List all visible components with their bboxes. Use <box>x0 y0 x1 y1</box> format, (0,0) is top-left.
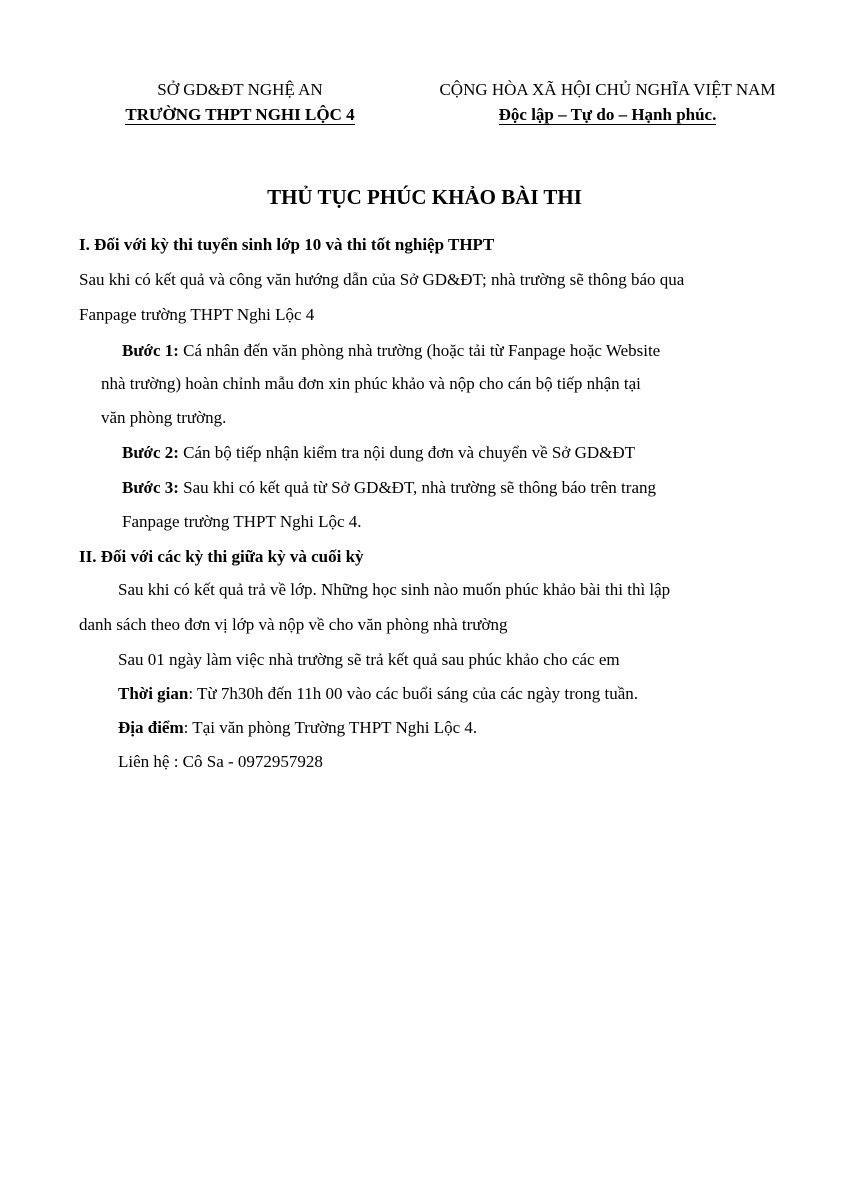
header-right-line1: CỘNG HÒA XÃ HỘI CHỦ NGHĨA VIỆT NAM <box>439 80 776 99</box>
motto: Độc lập – Tự do – Hạnh phúc. <box>498 105 717 124</box>
place-line <box>118 718 477 738</box>
step2-line <box>122 443 635 463</box>
section1-heading: I. Đối với kỳ thi tuyển sinh lớp 10 và thi tốt nghiệp THPT <box>79 235 495 254</box>
step3-line2: Fanpage trường THPT Nghi Lộc 4. <box>122 512 362 531</box>
section2-para1-line1: Sau khi có kết quả trả về lớp. Những học sinh nào muốn phúc khảo bài thi thì lập <box>118 580 671 599</box>
step3-text: Sau khi có kết quả từ Sở GD&ĐT, nhà trường sẽ thông báo trên trang <box>178 478 656 497</box>
step1-label: Bước 1: <box>122 341 179 360</box>
place-text: : Tại văn phòng Trường THPT Nghi Lộc 4. <box>183 718 478 737</box>
section1-intro-line1: Sau khi có kết quả và công văn hướng dẫn của Sở GD&ĐT; nhà trường sẽ thông báo qua <box>79 270 685 289</box>
step1-text: Cá nhân đến văn phòng nhà trường (hoặc tải từ Fanpage hoặc Website <box>178 341 661 360</box>
time-label: Thời gian <box>118 684 189 703</box>
step3-line1 <box>122 478 656 498</box>
step1-line1 <box>122 341 660 361</box>
step1-line3: văn phòng trường. <box>101 408 227 427</box>
school-name: TRƯỜNG THPT NGHI LỘC 4 <box>125 105 355 124</box>
contact-line: Liên hệ : Cô Sa - 0972957928 <box>118 752 323 771</box>
time-line <box>118 684 638 704</box>
header-left-line1: SỞ GD&ĐT NGHỆ AN <box>157 80 323 99</box>
step1-line2: nhà trường) hoàn chỉnh mẫu đơn xin phúc khảo và nộp cho cán bộ tiếp nhận tại <box>101 374 641 393</box>
section1-intro-line2: Fanpage trường THPT Nghi Lộc 4 <box>79 305 315 324</box>
page-title: THỦ TỤC PHÚC KHẢO BÀI THI <box>267 185 582 209</box>
section2-heading: II. Đối với các kỳ thi giữa kỳ và cuối kỳ <box>79 547 364 566</box>
time-text: : Từ 7h30h đến 11h 00 vào các buổi sáng của các ngày trong tuần. <box>188 684 639 703</box>
section2-para1-line2: danh sách theo đơn vị lớp và nộp về cho văn phòng nhà trường <box>79 615 508 634</box>
step2-label: Bước 2: <box>122 443 179 462</box>
step3-label: Bước 3: <box>122 478 179 497</box>
place-label: Địa điểm <box>118 718 184 737</box>
header-left-line2 <box>80 105 400 125</box>
step2-text: Cán bộ tiếp nhận kiểm tra nội dung đơn và chuyển về Sở GD&ĐT <box>178 443 636 462</box>
header-right-line2 <box>410 105 805 125</box>
section2-para2: Sau 01 ngày làm việc nhà trường sẽ trả kết quả sau phúc khảo cho các em <box>118 650 620 669</box>
